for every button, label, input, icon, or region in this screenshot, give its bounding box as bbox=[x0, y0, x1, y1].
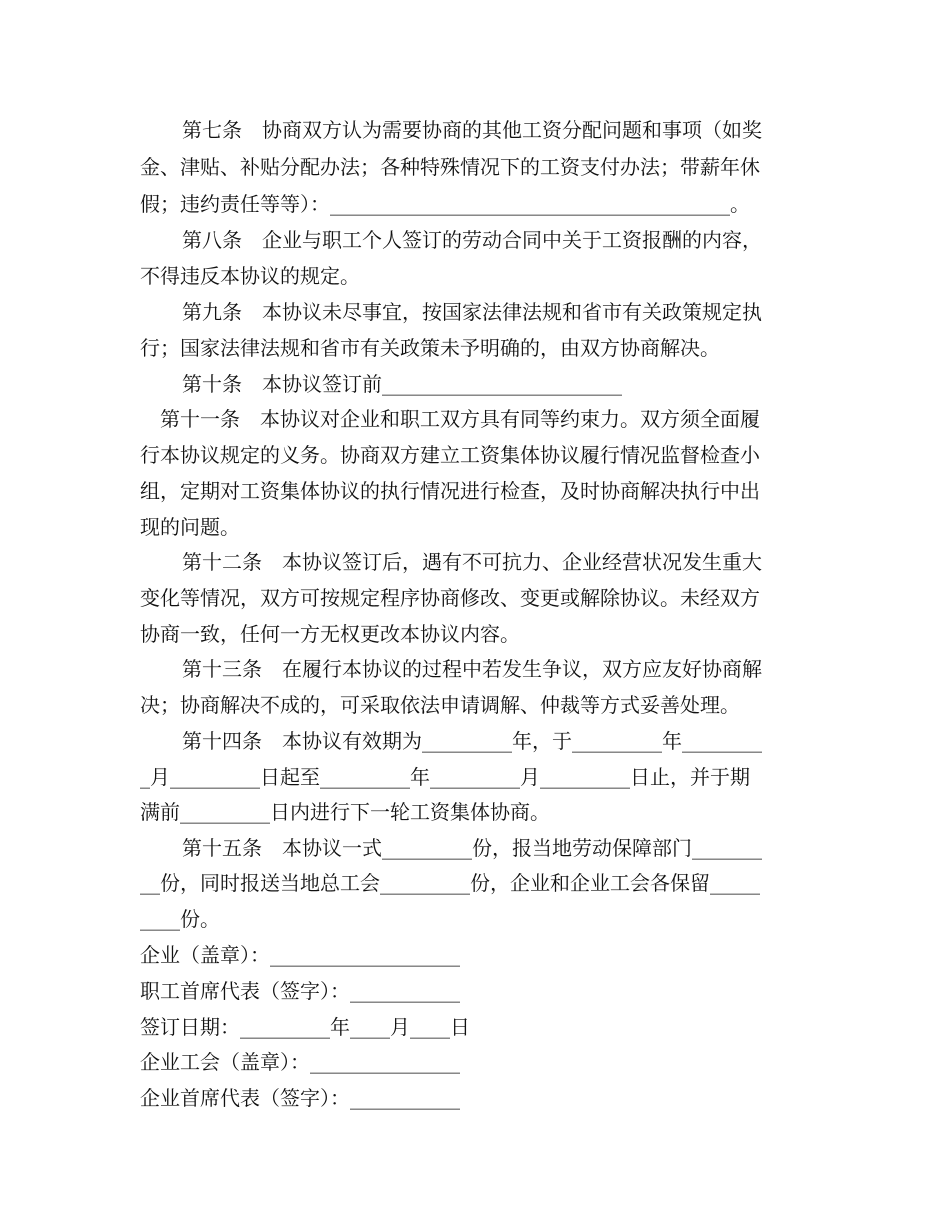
text-line: 第八条 企业与职工个人签订的劳动合同中关于工资报酬的内容， bbox=[182, 228, 762, 252]
text-line: 组，定期对工资集体协议的执行情况进行检查，及时协商解决执行中出 bbox=[140, 479, 760, 503]
text-line: 不得违反本协议的规定。 bbox=[140, 264, 360, 288]
text-line: 行；国家法律法规和省市有关政策未予明确的，由双方协商解决。 bbox=[140, 336, 720, 360]
text-line: 第十四条 本协议有效期为_________年，于_________年________ bbox=[182, 729, 762, 753]
text-line: __份，同时报送当地总工会_________份，企业和企业工会各保留_____ bbox=[140, 871, 760, 895]
text-line: 第十二条 本协议签订后，遇有不可抗力、企业经营状况发生重大 bbox=[182, 550, 762, 574]
signature-line-signing-date: 签订日期：_________年____月____日 bbox=[140, 1015, 470, 1039]
signature-line-enterprise-representative: 企业首席代表（签字）：___________ bbox=[140, 1086, 460, 1110]
signature-line-union-seal: 企业工会（盖章）：_______________ bbox=[140, 1050, 460, 1074]
text-line: ____份。 bbox=[140, 907, 220, 931]
text-line: 协商一致，任何一方无权更改本协议内容。 bbox=[140, 622, 520, 646]
text-line: 假；违约责任等等）：________________________________________。 bbox=[140, 192, 750, 216]
text-line: 行本协议规定的义务。协商双方建立工资集体协议履行情况监督检查小 bbox=[140, 443, 760, 467]
text-line: 第九条 本协议未尽事宜，按国家法律法规和省市有关政策规定执 bbox=[182, 300, 762, 324]
text-line: 变化等情况，双方可按规定程序协商修改、变更或解除协议。未经双方 bbox=[140, 586, 760, 610]
signature-line-enterprise-seal: 企业（盖章）：___________________ bbox=[140, 943, 460, 967]
text-line: 现的问题。 bbox=[140, 515, 240, 539]
text-line: _月_________日起至_________年_________月_________日止，并于期 bbox=[140, 765, 750, 789]
text-line: 满前_________日内进行下一轮工资集体协商。 bbox=[140, 800, 550, 824]
text-line: 金、津贴、补贴分配办法；各种特殊情况下的工资支付办法；带薪年休 bbox=[140, 155, 760, 179]
text-line: 第十条 本协议签订前________________________ bbox=[182, 372, 622, 396]
signature-line-employee-representative: 职工首席代表（签字）：___________ bbox=[140, 979, 460, 1003]
text-line: 第七条 协商双方认为需要协商的其他工资分配问题和事项（如奖 bbox=[182, 118, 762, 142]
text-line: 第十五条 本协议一式_________份，报当地劳动保障部门_______ bbox=[182, 836, 762, 860]
text-line: 第十三条 在履行本协议的过程中若发生争议，双方应友好协商解 bbox=[182, 657, 762, 681]
text-line: 决；协商解决不成的，可采取依法申请调解、仲裁等方式妥善处理。 bbox=[140, 693, 740, 717]
text-line: 第十一条 本协议对企业和职工双方具有同等约束力。双方须全面履 bbox=[160, 407, 760, 431]
